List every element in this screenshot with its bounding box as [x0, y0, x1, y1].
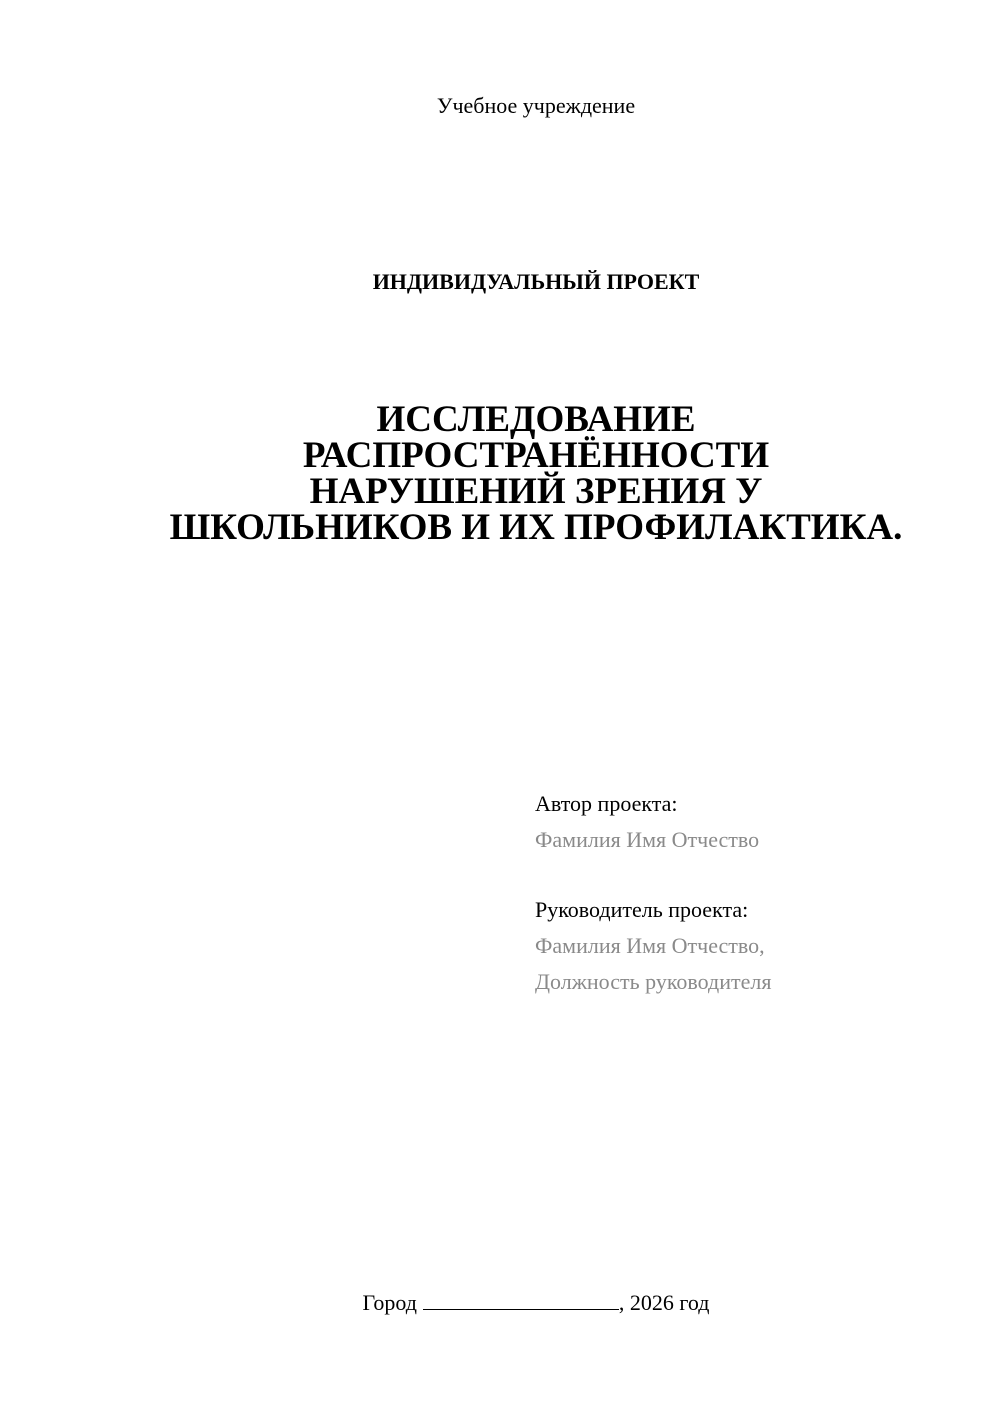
institution-name: Учебное учреждение	[436, 93, 636, 118]
project-title-line: НАРУШЕНИЙ ЗРЕНИЯ У	[309, 471, 763, 512]
project-title-line: ШКОЛЬНИКОВ И ИХ ПРОФИЛАКТИКА.	[169, 507, 903, 548]
project-title-line: ИССЛЕДОВАНИЕ	[376, 399, 696, 440]
project-title-line: РАСПРОСТРАНЁННОСТИ	[302, 435, 770, 476]
city-year-line	[0, 1288, 1000, 1318]
supervisor-position: Должность руководителя	[535, 969, 772, 994]
city-label: Город	[362, 1290, 417, 1315]
author-name: Фамилия Имя Отчество	[535, 827, 760, 852]
project-title	[100, 399, 972, 548]
supervisor-label: Руководитель проекта:	[535, 897, 749, 922]
author-block	[535, 786, 975, 858]
year-text: , 2026 год	[618, 1290, 710, 1315]
supervisor-name: Фамилия Имя Отчество,	[535, 933, 765, 958]
supervisor-block	[535, 892, 975, 1000]
document-type: ИНДИВИДУАЛЬНЫЙ ПРОЕКТ	[372, 269, 700, 294]
city-blank-line	[423, 1289, 619, 1310]
author-label: Автор проекта:	[535, 791, 678, 816]
